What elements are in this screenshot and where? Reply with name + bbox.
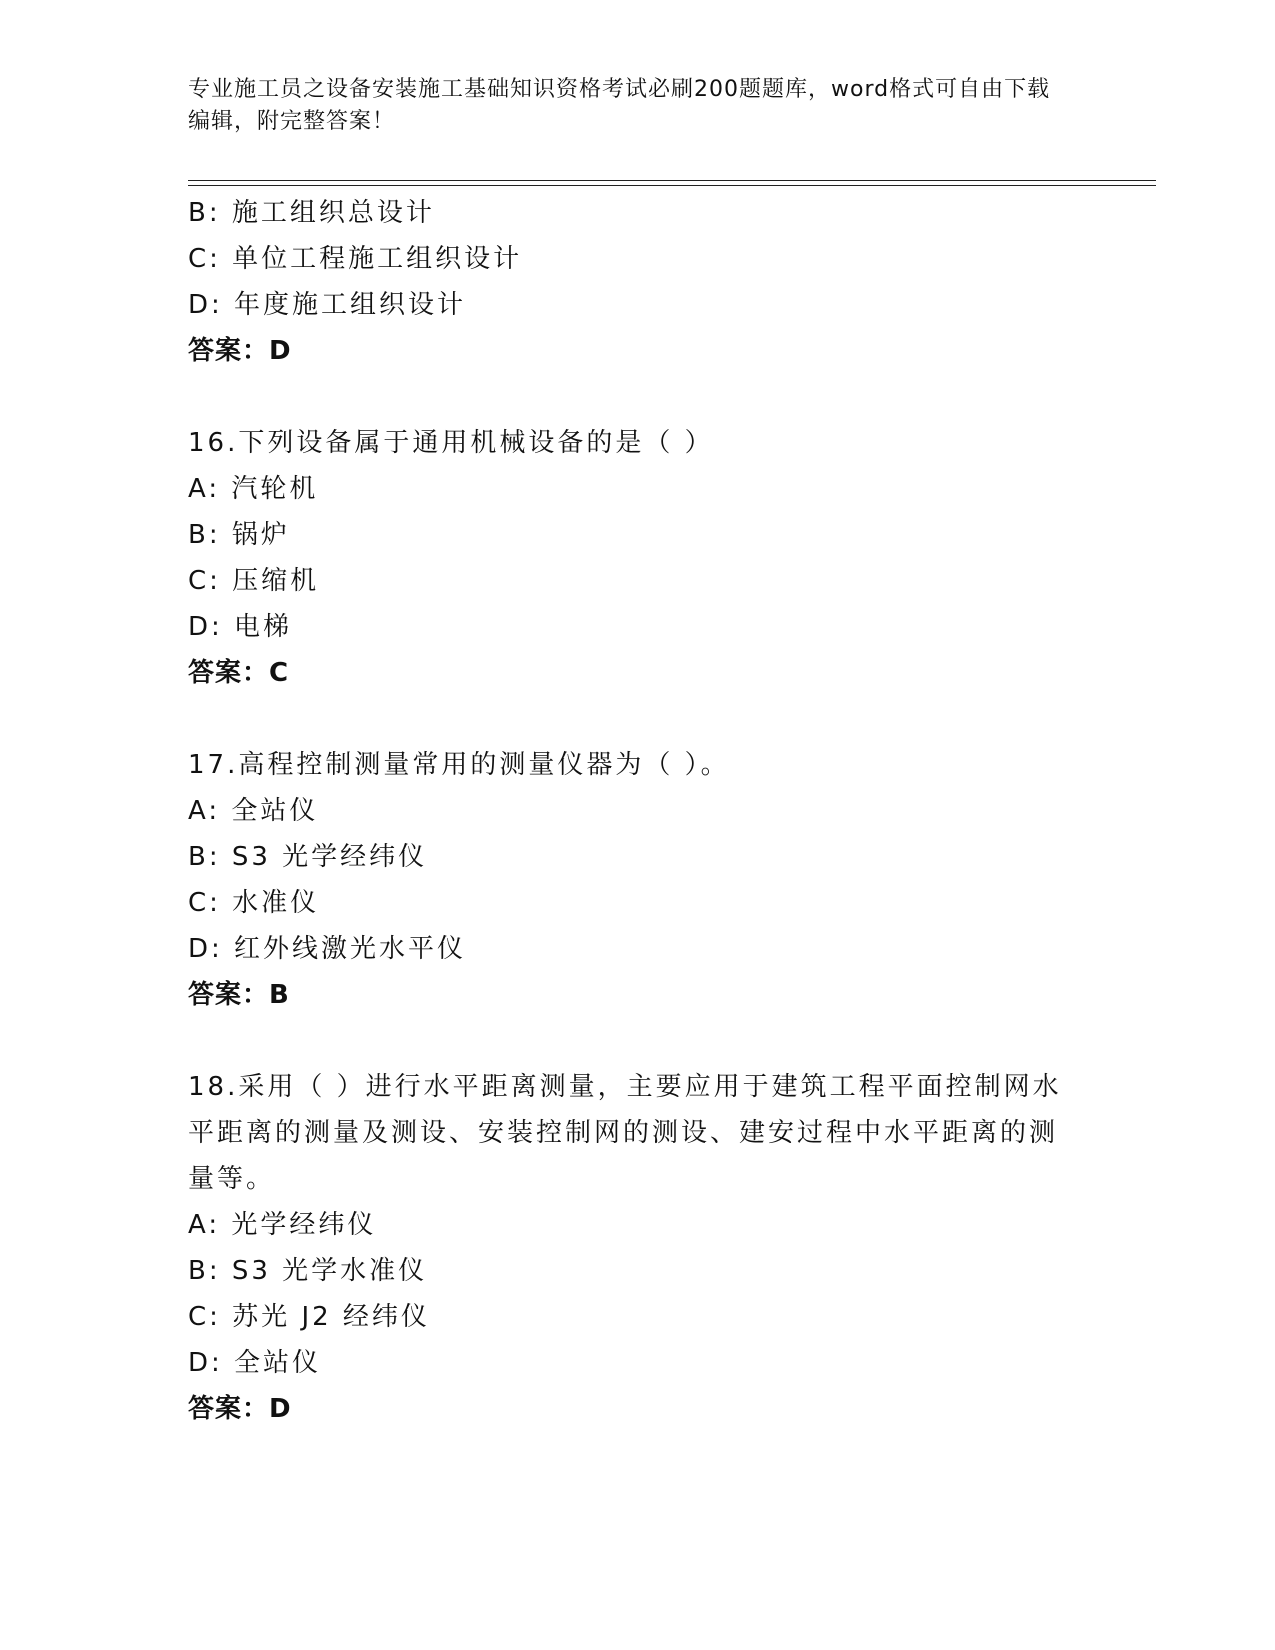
option-c: C: 水准仪 <box>188 888 320 918</box>
header-divider-bottom <box>188 185 1156 186</box>
answer: 答案：D <box>188 1394 292 1424</box>
option-d: D: 年度施工组织设计 <box>188 290 467 320</box>
spacer <box>188 374 1068 420</box>
option-a: A: 光学经纬仪 <box>188 1210 377 1240</box>
spacer <box>188 1018 1068 1064</box>
option-b: B: 施工组织总设计 <box>188 198 435 228</box>
header-title: 专业施工员之设备安装施工基础知识资格考试必刷200题题库，word格式可自由下载编辑，附完整答案！ <box>188 77 1051 134</box>
option-b: B: 锅炉 <box>188 520 290 550</box>
header-divider-top <box>188 180 1156 181</box>
answer: 答案：B <box>188 980 290 1010</box>
option-c: C: 压缩机 <box>188 566 320 596</box>
option-a: A: 全站仪 <box>188 796 319 826</box>
option-d: D: 电梯 <box>188 612 293 642</box>
answer: 答案：C <box>188 658 290 688</box>
question-list <box>188 190 1068 1432</box>
option-c: C: 苏光 J2 经纬仪 <box>188 1302 430 1332</box>
question-stem: 18.采用（ ）进行水平距离测量，主要应用于建筑工程平面控制网水平距离的测量及测设、安装控制网的测设、建安过程中水平距离的测量等。 <box>188 1072 1062 1194</box>
question-17 <box>188 742 1068 1018</box>
question-stem: 17.高程控制测量常用的测量仪器为（ ）。 <box>188 750 730 780</box>
option-b: B: S3 光学经纬仪 <box>188 842 428 872</box>
option-d: D: 全站仪 <box>188 1348 322 1378</box>
document-header <box>188 74 1068 138</box>
question-18 <box>188 1064 1068 1432</box>
partial-question <box>188 190 1068 374</box>
question-16 <box>188 420 1068 696</box>
option-d: D: 红外线激光水平仪 <box>188 934 467 964</box>
option-b: B: S3 光学水准仪 <box>188 1256 428 1286</box>
question-stem: 16.下列设备属于通用机械设备的是（ ） <box>188 428 714 458</box>
option-c: C: 单位工程施工组织设计 <box>188 244 523 274</box>
spacer <box>188 696 1068 742</box>
answer: 答案：D <box>188 336 292 366</box>
option-a: A: 汽轮机 <box>188 474 319 504</box>
